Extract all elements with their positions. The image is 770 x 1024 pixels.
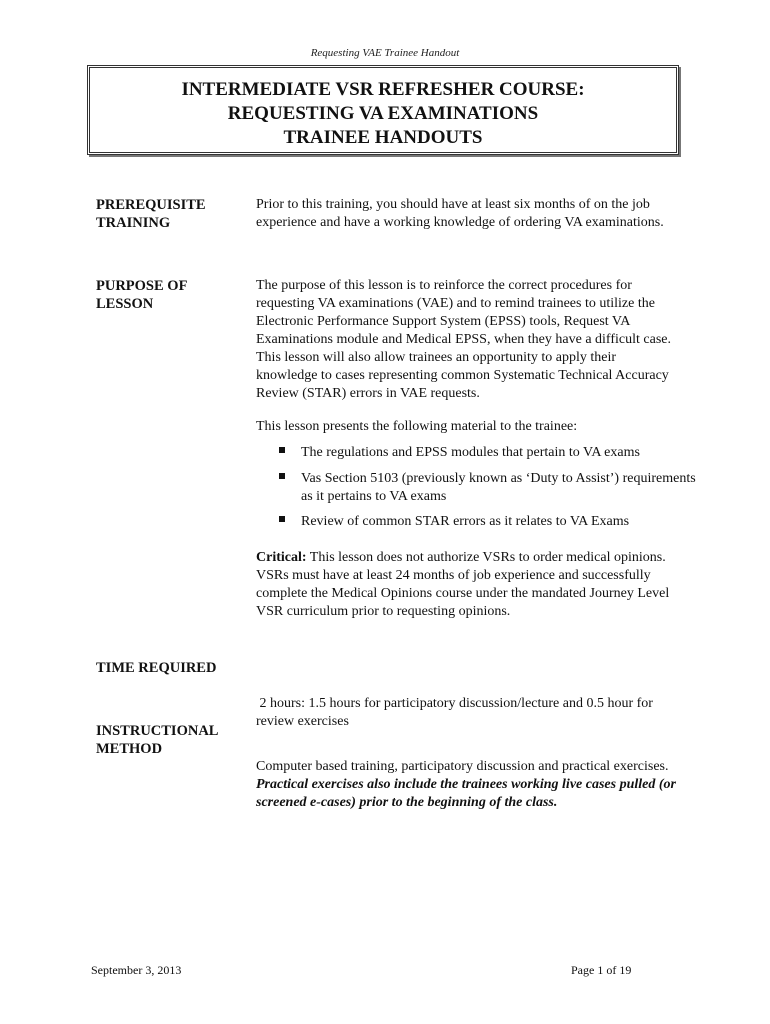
critical-label: Critical: [256, 550, 307, 565]
list-item: Vas Section 5103 (previously known as ‘Duty to Assist’) requirements as it pertains to VA exams [301, 470, 701, 506]
time-required-text: 2 hours: 1.5 hours for participatory discussion/lecture and 0.5 hour for review exercises [256, 696, 657, 729]
title-line-3: TRAINEE HANDOUTS [283, 127, 483, 148]
bullet-icon [279, 473, 285, 479]
instructional-method-label: INSTRUCTIONAL METHOD [96, 723, 219, 757]
critical-note [256, 549, 676, 621]
title-line-1: INTERMEDIATE VSR REFRESHER COURSE: [181, 79, 585, 100]
bullet-icon [279, 447, 285, 453]
list-item: Review of common STAR errors as it relates to VA Exams [301, 513, 701, 531]
prerequisite-text: Prior to this training, you should have at least six months of on the job experience and have a working knowledge of ordering VA examinations. [256, 197, 664, 230]
method-emphasis: Practical exercises also include the trainees working live cases pulled (or screened e-cases) prior to the beginning of the class. [256, 777, 680, 810]
time-required-label: TIME REQUIRED [96, 660, 217, 676]
running-header: Requesting VAE Trainee Handout [310, 47, 460, 59]
footer-date: September 3, 2013 [91, 963, 182, 977]
purpose-intro: This lesson presents the following material to the trainee: [256, 419, 578, 434]
footer-page-number: Page 1 of 19 [571, 963, 632, 977]
title-box [87, 65, 679, 155]
purpose-text: The purpose of this lesson is to reinforce the correct procedures for requesting VA examinations (VAE) and to remind trainees to utilize the Electronic Performance Support System (EPSS) tools, Request VA Examinations module and Medical EPSS, when they have a difficult case. This lesson will also allow trainees an opportunity to apply their knowledge to cases representing common Systematic Technical Accuracy Review (STAR) errors in VAE requests. [256, 278, 671, 401]
title-line-2: REQUESTING VA EXAMINATIONS [227, 103, 539, 124]
instructional-method-text: Computer based training, participatory discussion and practical exercises. Practical exercises also include the trainees working live cases pulled (or screened e-cases) prior to the beginning of the class. [256, 759, 680, 810]
prerequisite-label: PREREQUISITE TRAINING [96, 197, 206, 231]
purpose-label: PURPOSE OF LESSON [96, 278, 188, 312]
bullet-icon [279, 516, 285, 522]
critical-text: This lesson does not authorize VSRs to order medical opinions. VSRs must have at least 24 months of job experience and successfully complete the Medical Opinions course under the mandated Journey Level VSR curriculum prior to requesting opinions. [256, 550, 670, 619]
list-item: The regulations and EPSS modules that pertain to VA exams [301, 444, 701, 462]
